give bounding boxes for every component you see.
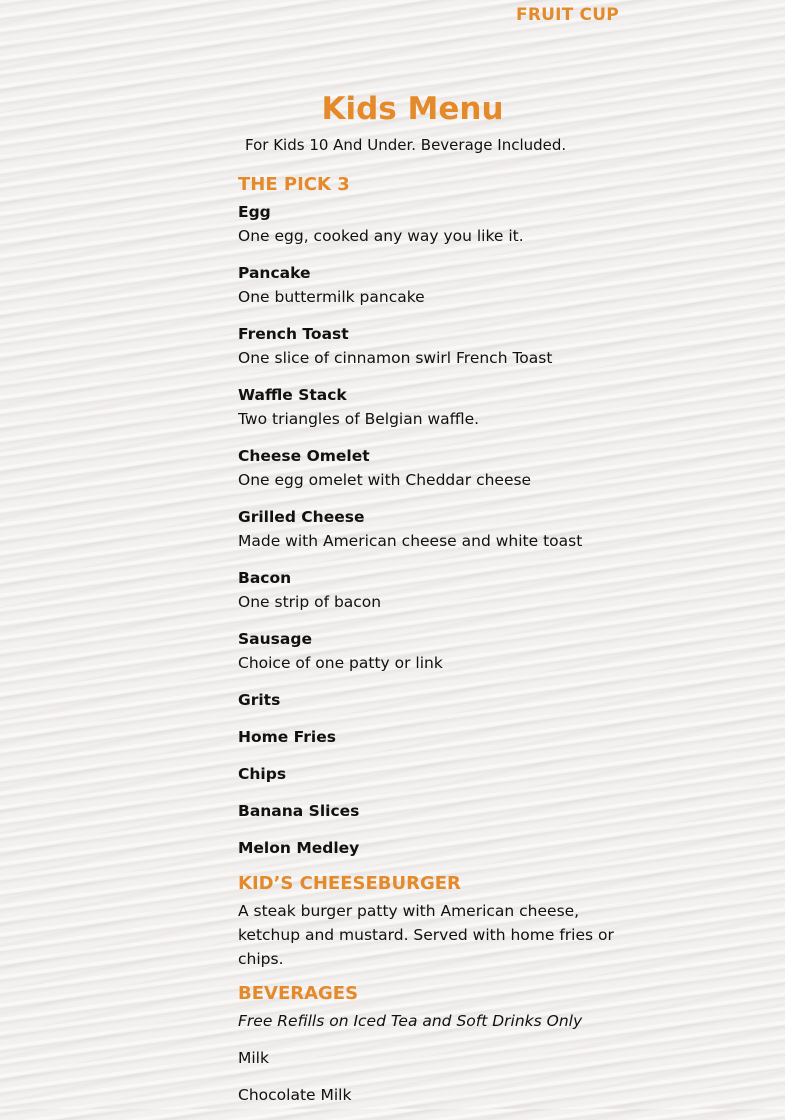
- menu-item-chips: Chips: [238, 765, 287, 783]
- menu-item-egg: [238, 200, 618, 248]
- menu-item-pancake: [238, 261, 618, 309]
- menu-item-waffle-stack: [238, 383, 618, 431]
- beverages-note: Free Refills on Iced Tea and Soft Drinks Only: [238, 1012, 583, 1030]
- menu-item-banana-slices: Banana Slices: [238, 802, 360, 820]
- item-name: Waffle Stack: [238, 386, 347, 404]
- menu-item-home-fries: Home Fries: [238, 728, 336, 746]
- item-name: French Toast: [238, 325, 349, 343]
- item-name: Bacon: [238, 569, 292, 587]
- beverage-item-milk: Milk: [238, 1049, 269, 1067]
- item-name: Sausage: [238, 630, 312, 648]
- section-heading-pick3: THE PICK 3: [238, 174, 350, 195]
- menu-content: [238, 174, 618, 1120]
- item-description: One egg, cooked any way you like it.: [238, 227, 524, 245]
- item-description: One slice of cinnamon swirl French Toast: [238, 349, 553, 367]
- menu-item-grilled-cheese: [238, 505, 618, 553]
- item-description: Made with American cheese and white toast: [238, 532, 583, 550]
- item-description: Choice of one patty or link: [238, 654, 443, 672]
- menu-item-sausage: [238, 627, 618, 675]
- menu-item-bacon: [238, 566, 618, 614]
- item-description: One egg omelet with Cheddar cheese: [238, 471, 532, 489]
- menu-item-cheese-omelet: [238, 444, 618, 492]
- item-description: One buttermilk pancake: [238, 288, 425, 306]
- item-name: Pancake: [238, 264, 311, 282]
- menu-item-grits: Grits: [238, 691, 281, 709]
- beverage-item-chocolate-milk: Chocolate Milk: [238, 1086, 352, 1104]
- menu-subtitle: For Kids 10 And Under. Beverage Included.: [245, 136, 567, 154]
- menu-item-melon-medley: Melon Medley: [238, 839, 360, 857]
- item-name: Cheese Omelet: [238, 447, 370, 465]
- item-description: One strip of bacon: [238, 593, 382, 611]
- section-heading-cheeseburger: KID’S CHEESEBURGER: [238, 873, 461, 894]
- section-heading-beverages: BEVERAGES: [238, 983, 359, 1004]
- page-title: Kids Menu: [321, 91, 504, 127]
- fruit-cup-label: FRUIT CUP: [516, 5, 619, 25]
- item-description: Two triangles of Belgian waffle.: [238, 410, 480, 428]
- menu-item-french-toast: [238, 322, 618, 370]
- item-name: Grilled Cheese: [238, 508, 365, 526]
- item-name: Egg: [238, 203, 271, 221]
- cheeseburger-description: A steak burger patty with American cheese, ketchup and mustard. Served with home fries or chips.: [238, 902, 614, 968]
